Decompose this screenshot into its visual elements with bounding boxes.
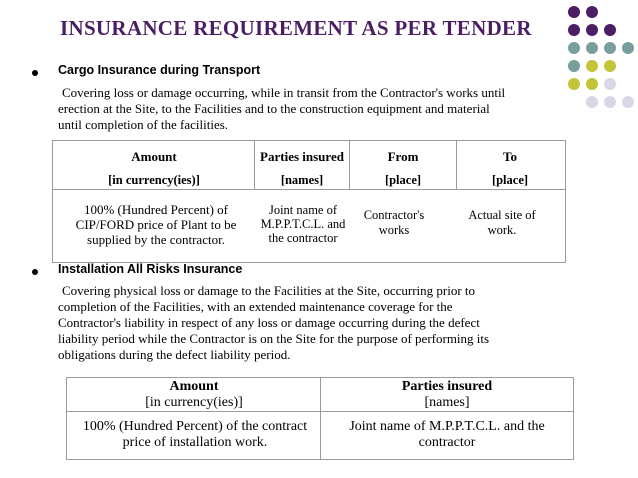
column-header-from: From bbox=[387, 149, 419, 164]
cell-from-value: Contractor's works bbox=[363, 208, 425, 237]
bullet-dot bbox=[32, 269, 38, 275]
paragraph-line: completion of the Facilities, with an extended maintenance coverage for the bbox=[58, 299, 453, 314]
subheader-currency: [in currency(ies)] bbox=[108, 172, 200, 187]
section-heading-cargo: Cargo Insurance during Transport bbox=[58, 63, 261, 77]
cell-parties-value: Joint name of M.P.P.T.C.L. and the contractor bbox=[260, 203, 346, 245]
section-heading-installation: Installation All Risks Insurance bbox=[58, 262, 243, 276]
cell-amount-value: 100% (Hundred Percent) of the contract price of installation work. bbox=[82, 419, 308, 450]
slide-title: INSURANCE REQUIREMENT AS PER TENDER bbox=[60, 16, 532, 40]
subheader-names: [names] bbox=[280, 172, 324, 187]
paragraph-line: liability period while the Contractor is on the Site for the purpose of performing its bbox=[58, 331, 490, 346]
paragraph-line: obligations during the defect liability period. bbox=[58, 347, 291, 362]
cell-amount-value: 100% (Hundred Percent) of CIP/FORD price of Plant to be supplied by the contractor. bbox=[75, 201, 237, 247]
paragraph-line: erection at the Site, to the Facilities and to the construction equipment and material bbox=[58, 101, 490, 116]
section-paragraph-installation bbox=[58, 283, 489, 363]
subheader-to-place: [place] bbox=[491, 172, 529, 187]
subheader-currency: [in currency(ies)] bbox=[145, 395, 243, 410]
subheader-from-place: [place] bbox=[384, 172, 422, 187]
subheader-names: [names] bbox=[424, 395, 470, 410]
column-header-parties: Parties insured bbox=[401, 379, 493, 394]
section-paragraph-cargo bbox=[58, 85, 505, 133]
column-header-amount: Amount bbox=[169, 379, 219, 394]
column-header-parties: Parties insured bbox=[260, 149, 344, 164]
paragraph-line: Covering loss or damage occurring, while in transit from the Contractor's works until bbox=[62, 85, 506, 100]
decorative-dot-grid bbox=[566, 6, 636, 102]
cell-to-value: Actual site of work. bbox=[468, 208, 536, 237]
paragraph-line: until completion of the facilities. bbox=[58, 117, 229, 132]
bullet-dot bbox=[32, 70, 38, 76]
paragraph-line: Contractor's liability in respect of any loss or damage occurring during the defect bbox=[58, 315, 480, 330]
paragraph-line: Covering physical loss or damage to the Facilities at the Site, occurring prior to bbox=[62, 283, 476, 298]
column-header-to: To bbox=[503, 149, 517, 164]
cell-parties-value: Joint name of M.P.P.T.C.L. and the contractor bbox=[349, 419, 545, 450]
column-header-amount: Amount bbox=[131, 149, 177, 164]
